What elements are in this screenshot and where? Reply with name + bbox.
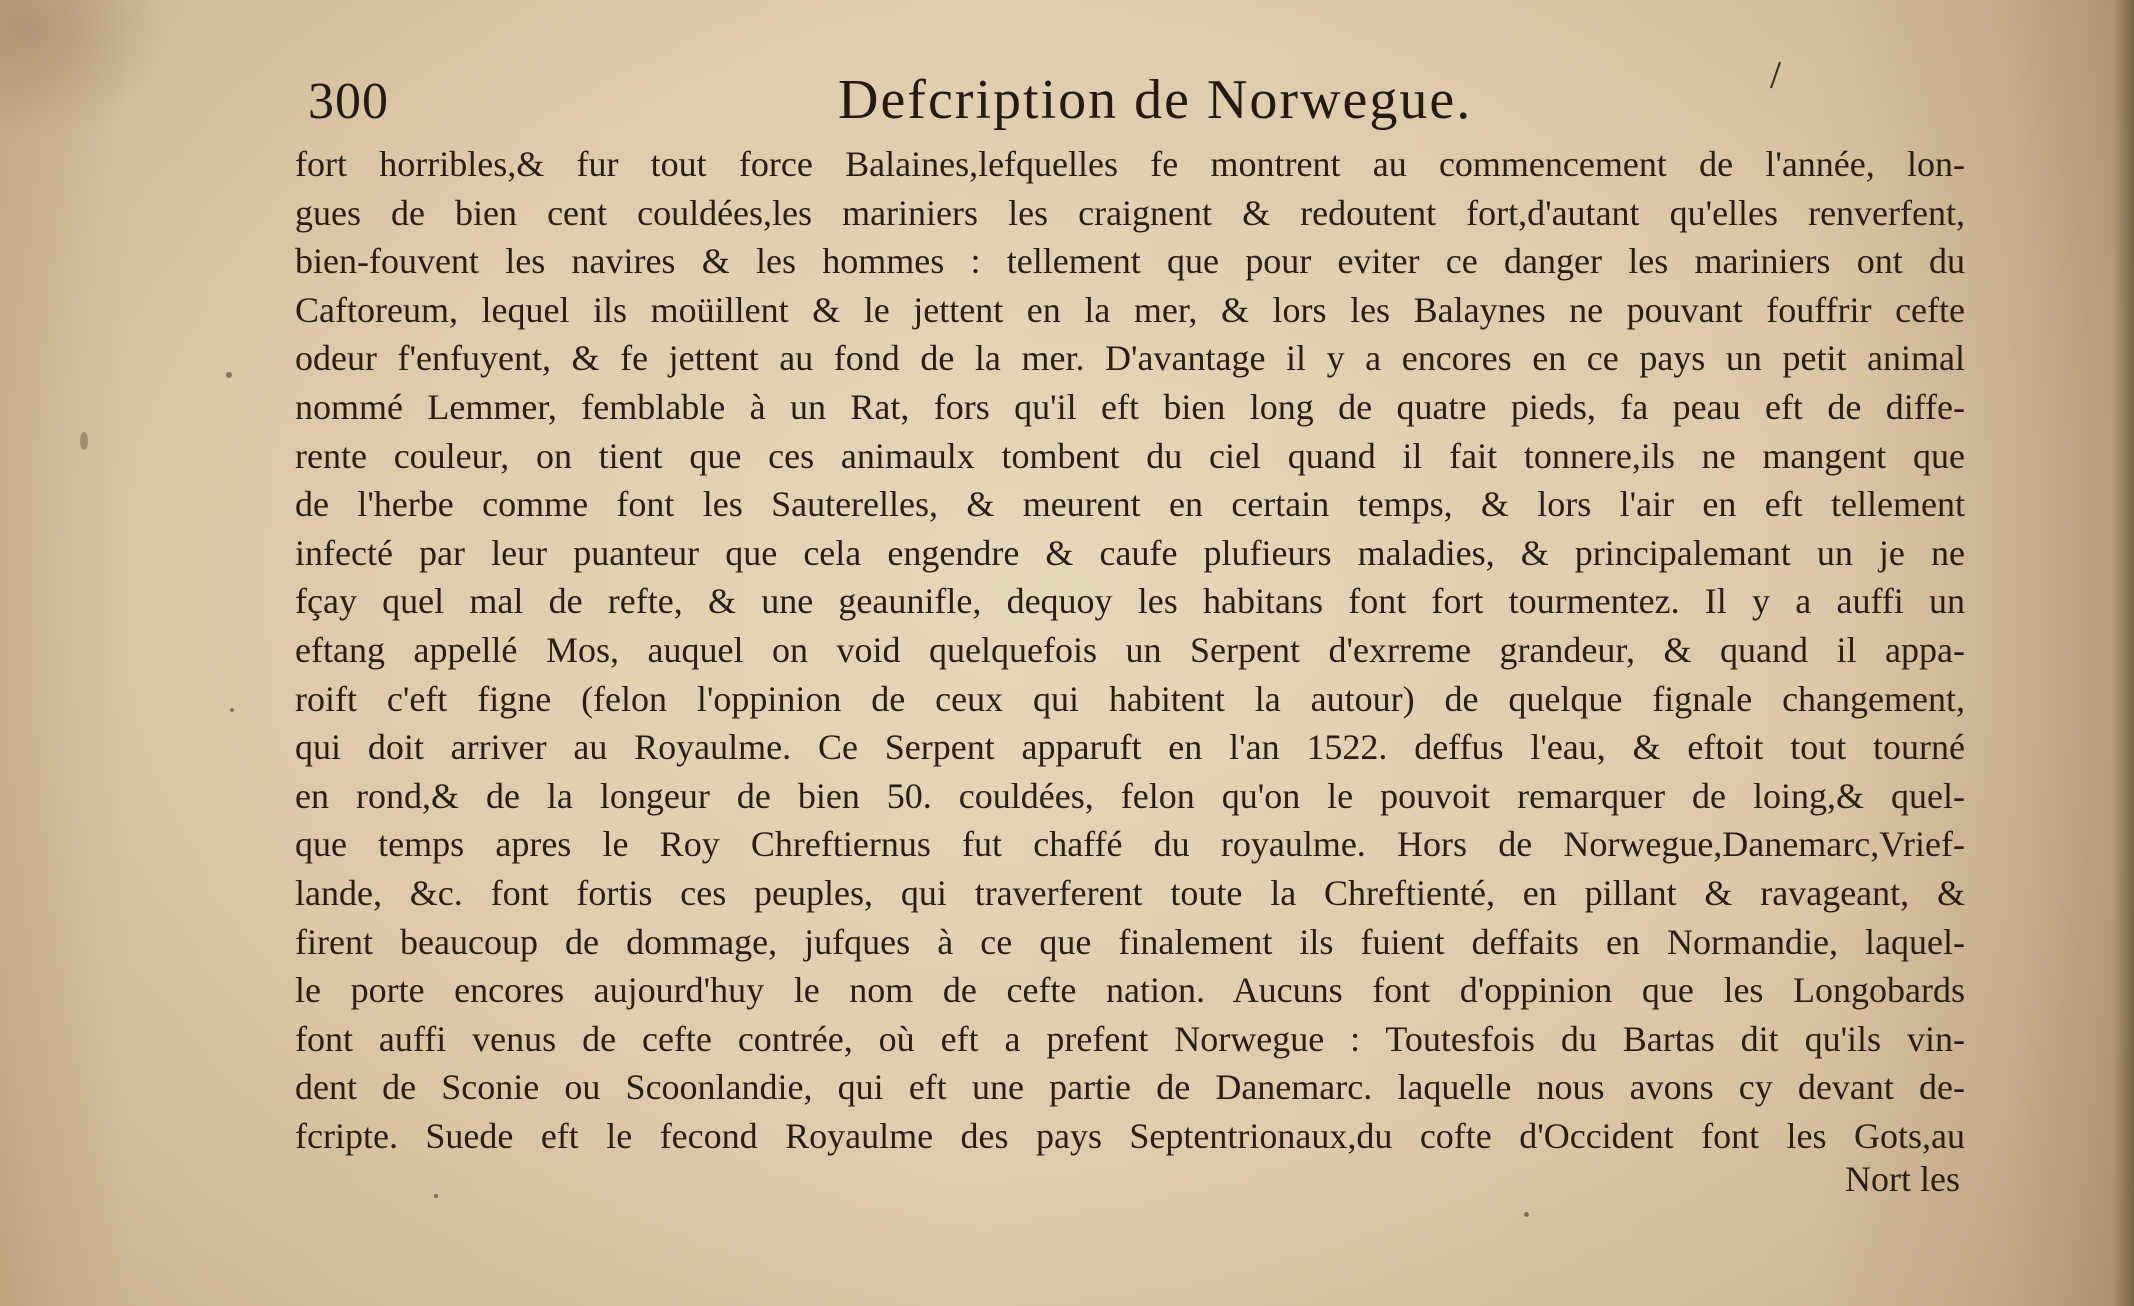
ink-speck — [226, 372, 232, 378]
text-line: fort horribles,& fur tout force Balaines,lefquelles fe montrent au commencement de l'année, lon- — [295, 144, 1965, 184]
text-line: fçay quel mal de refte, & une geaunifle, dequoy les habitans font fort tourmentez. Il y a auffi un — [295, 581, 1965, 622]
text-line: qui doit arriver au Royaulme. Ce Serpent apparuft en l'an 1522. deffus l'eau, & eftoit tout tourné — [295, 727, 1965, 768]
ink-speck — [434, 1194, 438, 1198]
text-line: fcripte. Suede eft le fecond Royaulme des pays Septentrionaux,du cofte d'Occident font les Gots,au — [295, 1115, 1965, 1156]
text-line: bien-fouvent les navires & les hommes : tellement que pour eviter ce danger les mariniers ont du — [295, 241, 1965, 282]
text-line: le porte encores aujourd'huy le nom de cefte nation. Aucuns font d'oppinion que les Longobards — [295, 970, 1965, 1011]
page-title: Defcription de Norwegue. — [838, 69, 1473, 131]
text-line: odeur f'enfuyent, & fe jettent au fond de la mer. D'avantage il y a encores en ce pays un petit animal — [295, 338, 1965, 379]
ink-speck — [80, 432, 88, 450]
text-line: dent de Sconie ou Scoonlandie, qui eft une partie de Danemarc. laquelle nous avons cy devant de- — [295, 1067, 1965, 1108]
text-line: font auffi venus de cefte contrée, où eft a prefent Norwegue : Toutesfois du Bartas dit qu'ils vin- — [295, 1018, 1965, 1059]
text-line: en rond,& de la longeur de bien 50. couldées, felon qu'on le pouvoit remarquer de loing,& quel- — [295, 775, 1965, 816]
catchword: Nort les — [1845, 1159, 1960, 1199]
text-line: de l'herbe comme font les Sauterelles, & meurent en certain temps, & lors l'air en eft tellement — [295, 484, 1965, 525]
text-line: firent beaucoup de dommage, jufques à ce que finalement ils fuient deffaits en Normandie, laquel- — [295, 921, 1965, 962]
text-line: lande, &c. font fortis ces peuples, qui traverferent toute la Chreftienté, en pillant & ravageant, & — [295, 872, 1965, 913]
text-line: que temps apres le Roy Chreftiernus fut chaffé du royaulme. Hors de Norwegue,Danemarc,Vrief- — [295, 824, 1965, 865]
text-line: nommé Lemmer, femblable à un Rat, fors qu'il eft bien long de quatre pieds, fa peau eft de diffe- — [295, 386, 1965, 427]
ink-speck — [230, 708, 234, 712]
ink-speck — [1524, 1212, 1529, 1217]
text-line: eftang appellé Mos, auquel on void quelquefois un Serpent d'exrreme grandeur, & quand il appa- — [295, 629, 1965, 670]
text-line: gues de bien cent couldées,les mariniers les craignent & redoutent fort,d'autant qu'elles renverfent, — [295, 192, 1965, 233]
text-line: rente couleur, on tient que ces animaulx tombent du ciel quand il fait tonnere,ils ne mangent que — [295, 435, 1965, 476]
running-head — [300, 68, 1965, 148]
text-line: roift c'eft figne (felon l'oppinion de ceux qui habitent la autour) de quelque fignale changement, — [295, 678, 1965, 719]
text-line: Caftoreum, lequel ils moüillent & le jettent en la mer, & lors les Balaynes ne pouvant fouffrir cefte — [295, 289, 1965, 330]
page-number: 300 — [308, 73, 389, 130]
page-edge-shadow — [2112, 0, 2134, 1306]
text-line: infecté par leur puanteur que cela engendre & caufe plufieurs maladies, & principalemant un je ne — [295, 532, 1965, 573]
page-stain — [0, 0, 170, 140]
body-text — [295, 140, 1965, 1160]
